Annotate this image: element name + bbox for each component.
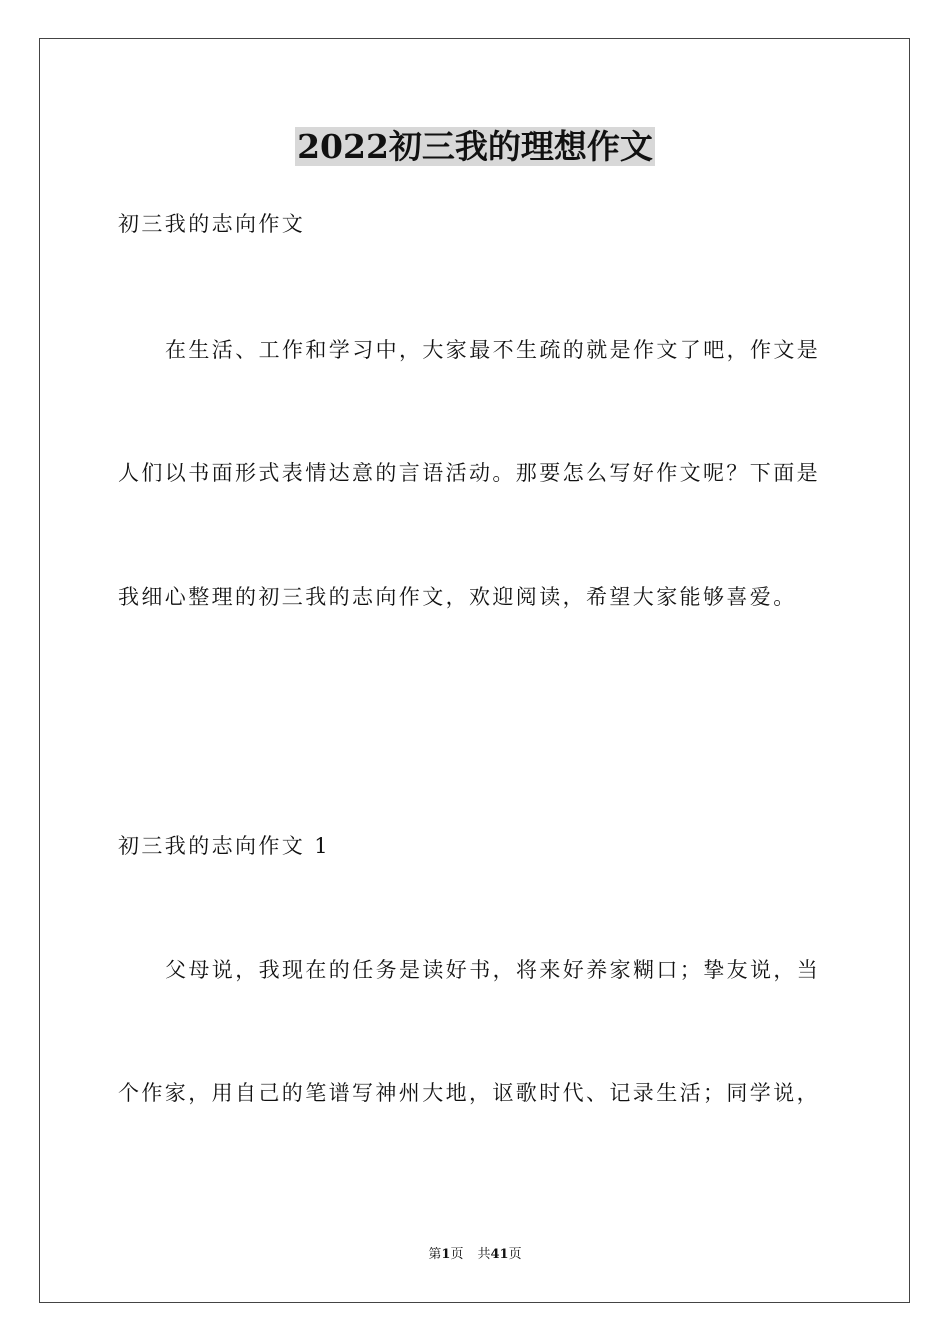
paragraph-line: 我细心整理的初三我的志向作文，欢迎阅读，希望大家能够喜爱。 — [118, 585, 797, 609]
paragraph-line: 人们以书面形式表情达意的言语活动。那要怎么写好作文呢？下面是 — [118, 461, 820, 485]
section-heading-essay-1: 初三我的志向作文 1 — [118, 834, 331, 858]
footer-page-suffix: 页 — [450, 1247, 464, 1262]
footer-page-current: 1 — [441, 1247, 451, 1262]
section-heading-intro: 初三我的志向作文 — [118, 212, 306, 236]
paragraph-line: 在生活、工作和学习中，大家最不生疏的就是作文了吧，作文是 — [165, 338, 821, 362]
footer-total-prefix: 共 — [477, 1247, 491, 1262]
page-footer — [0, 1246, 950, 1264]
footer-page-total: 41 — [490, 1247, 509, 1262]
document-title — [0, 127, 950, 167]
paragraph-line: 个作家，用自己的笔谱写神州大地，讴歌时代、记录生活；同学说， — [118, 1081, 820, 1105]
footer-page-prefix: 第 — [428, 1247, 442, 1262]
document-title-text: 2022初三我的理想作文 — [297, 127, 653, 166]
paragraph-line: 父母说，我现在的任务是读好书，将来好养家糊口；挚友说，当 — [165, 958, 821, 982]
footer-total-suffix: 页 — [508, 1247, 522, 1262]
